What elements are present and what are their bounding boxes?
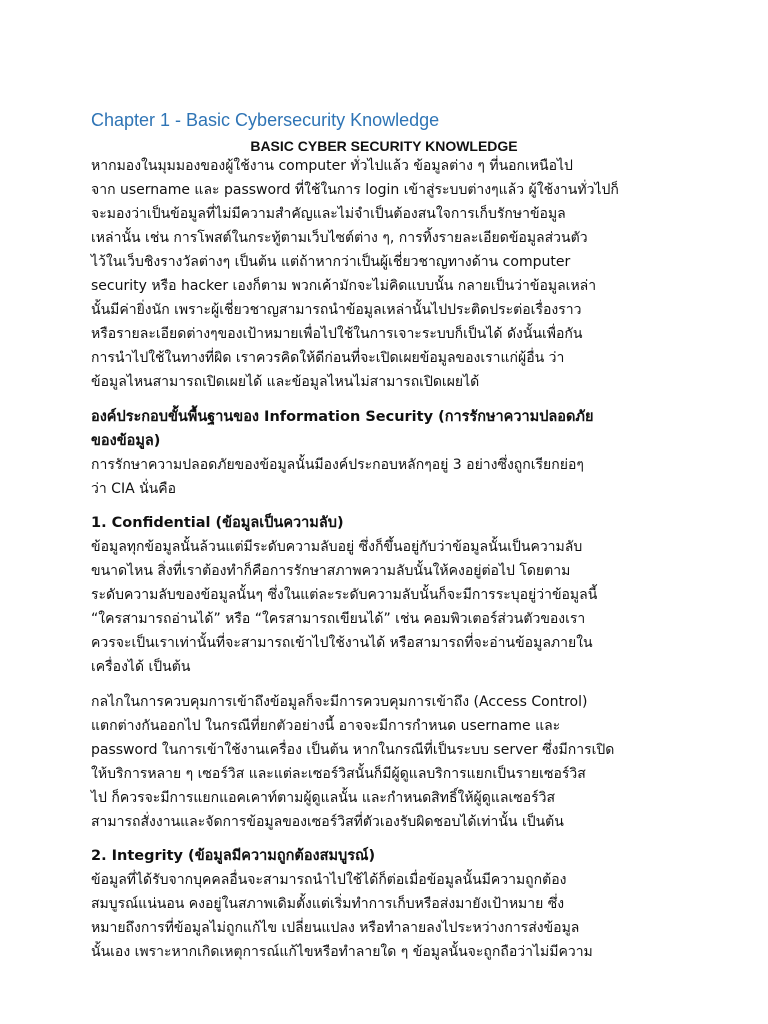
intro-line: การนำไปใช้ในทางที่ผิด เราควรคิดให้ดีก่อนที่จะเปิดเผยข้อมูลของเราแก่ผู้อื่น ว่า	[91, 350, 565, 366]
intro-line: security หรือ hacker เองก็ตาม พวกเค้ามักจะไม่คิดแบบนั้น กลายเป็นว่าข้อมูลเหล่า	[91, 278, 597, 294]
intro-line: หรือรายละเอียดต่างๆของเป้าหมายเพื่อไปใช้ในการเจาะระบบก็เป็นได้ ดังนั้นเพื่อกัน	[91, 326, 583, 342]
intro-line: ข้อมูลไหนสามารถเปิดเผยได้ และข้อมูลไหนไม่สามารถเปิดเผยได้	[91, 374, 480, 390]
confidential-line: เครื่องได้ เป็นต้น	[91, 659, 191, 675]
section-intro-line: ว่า CIA นั่นคือ	[91, 481, 177, 497]
intro-line: ไว้ในเว็บชิงรางวัลต่างๆ เป็นต้น แต่ถ้าหากว่าเป็นผู้เชี่ยวชาญทางด้าน computer	[91, 254, 571, 270]
chapter-title: Chapter 1 - Basic Cybersecurity Knowledge	[91, 110, 440, 130]
confidential-line: ขนาดไหน สิ่งที่เราต้องทำก็คือการรักษาสภาพความลับนั้นให้คงอยู่ต่อไป โดยตาม	[91, 563, 571, 579]
intro-line: เหล่านั้น เช่น การโพสต์ในกระทู้ตามเว็บไซต์ต่าง ๆ, การทิ้งรายละเอียดข้อมูลส่วนตัว	[91, 230, 588, 246]
integrity-line: นั้นเอง เพราะหากเกิดเหตุการณ์แก้ไขหรือทำลายใด ๆ ข้อมูลนั้นจะถูกถือว่าไม่มีความ	[91, 944, 593, 960]
intro-line: จะมองว่าเป็นข้อมูลที่ไม่มีความสำคัญและไม่จำเป็นต้องสนใจการเก็บรักษาข้อมูล	[91, 206, 566, 222]
access-control-line: password ในการเข้าใช้งานเครื่อง เป็นต้น หากในกรณีที่เป็นระบบ server ซึ่งมีการเปิด	[91, 742, 615, 758]
confidential-heading: 1. Confidential (ข้อมูลเป็นความลับ)	[91, 515, 344, 531]
access-control-line: แตกต่างกันออกไป ในกรณีที่ยกตัวอย่างนี้ อาจจะมีการกำหนด username และ	[91, 718, 561, 734]
access-control-line: สามารถสั่งงานและจัดการข้อมูลของเซอร์วิสที่ตัวเองรับผิดชอบได้เท่านั้น เป็นต้น	[91, 814, 564, 830]
access-control-line: ไป ก็ควรจะมีการแยกแอคเคาท์ตามผู้ดูแลนั้น และกำหนดสิทธิ์ให้ผู้ดูแลเซอร์วิส	[91, 790, 556, 806]
confidential-line: ข้อมูลทุกข้อมูลนั้นล้วนแต่มีระดับความลับอยู่ ซึ่งก็ขึ้นอยู่กับว่าข้อมูลนั้นเป็นความลับ	[91, 539, 583, 555]
integrity-heading: 2. Integrity (ข้อมูลมีความถูกต้องสมบูรณ์)	[91, 848, 376, 864]
integrity-line: ข้อมูลที่ได้รับจากบุคคลอื่นจะสามารถนำไปใช้ได้ก็ต่อเมื่อข้อมูลนั้นมีความถูกต้อง	[91, 872, 567, 888]
intro-line: จาก username และ password ที่ใช้ในการ login เข้าสู่ระบบต่างๆแล้ว ผู้ใช้งานทั่วไปก็	[91, 182, 619, 198]
access-control-line: กลไกในการควบคุมการเข้าถึงข้อมูลก็จะมีการควบคุมการเข้าถึง (Access Control)	[91, 694, 588, 710]
document-title: BASIC CYBER SECURITY KNOWLEDGE	[250, 138, 518, 154]
integrity-line: สมบูรณ์แน่นอน คงอยู่ในสภาพเดิมตั้งแต่เริ่มทำการเก็บหรือส่งมายังเป้าหมาย ซึ่ง	[91, 896, 565, 912]
confidential-line: “ใครสามารถอ่านได้” หรือ “ใครสามารถเขียนได้” เช่น คอมพิวเตอร์ส่วนตัวของเรา	[91, 611, 586, 627]
section-intro-line: การรักษาความปลอดภัยของข้อมูลนั้นมีองค์ประกอบหลักๆอยู่ 3 อย่างซึ่งถูกเรียกย่อๆ	[91, 457, 584, 473]
access-control-line: ให้บริการหลาย ๆ เซอร์วิส และแต่ละเซอร์วิสนั้นก็มีผู้ดูแลบริการแยกเป็นรายเซอร์วิส	[91, 766, 586, 782]
integrity-line: หมายถึงการที่ข้อมูลไม่ถูกแก้ไข เปลี่ยนแปลง หรือทำลายลงไประหว่างการส่งข้อมูล	[91, 920, 580, 936]
intro-line: หากมองในมุมมองของผู้ใช้งาน computer ทั่วไปแล้ว ข้อมูลต่าง ๆ ที่นอกเหนือไป	[91, 158, 573, 174]
section-heading: ของข้อมูล)	[91, 433, 161, 449]
intro-line: นั้นมีค่ายิ่งนัก เพราะผู้เชี่ยวชาญสามารถนำข้อมูลเหล่านั้นไปประติดประต่อเรื่องราว	[91, 302, 582, 318]
confidential-line: ควรจะเป็นเราเท่านั้นที่จะสามารถเข้าไปใช้งานได้ หรือสามารถที่จะอ่านข้อมูลภายใน	[91, 635, 593, 651]
section-heading: องค์ประกอบขั้นพื้นฐานของ Information Security (การรักษาความปลอดภัย	[91, 409, 594, 425]
confidential-line: ระดับความลับของข้อมูลนั้นๆ ซึ่งในแต่ละระดับความลับนั้นก็จะมีการระบุอยู่ว่าข้อมูลนี้	[91, 587, 598, 603]
